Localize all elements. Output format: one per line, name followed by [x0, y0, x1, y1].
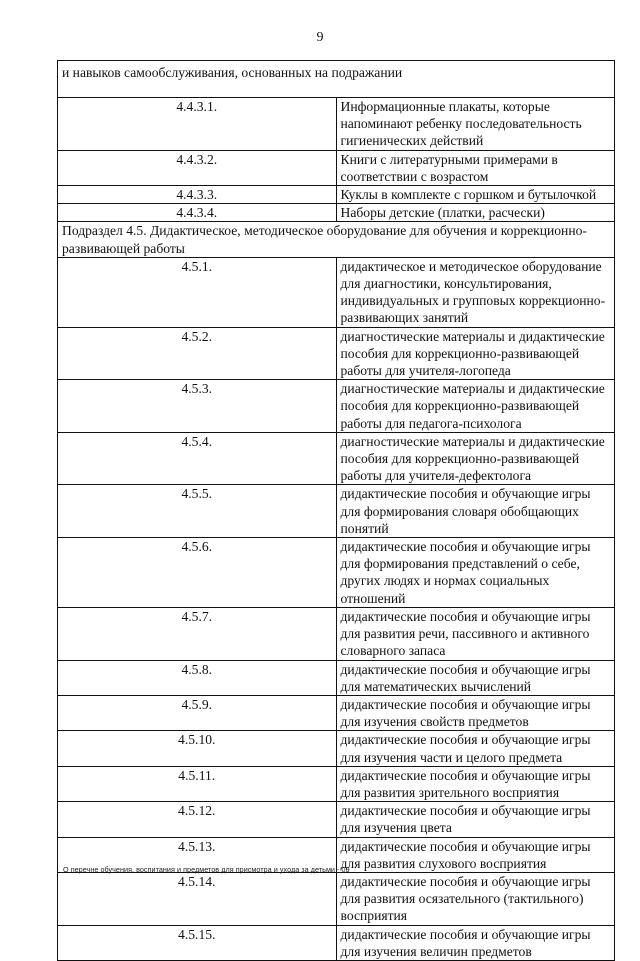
item-code: 4.4.3.2. [58, 150, 337, 185]
table-body [58, 61, 615, 961]
item-code: 4.5.4. [58, 432, 337, 485]
item-code: 4.5.9. [58, 695, 337, 730]
item-description: дидактические пособия и обучающие игры для формирования представлений о себе, других людях и нормах социальных отношений [336, 538, 615, 608]
table-row [58, 327, 615, 380]
item-description: диагностические материалы и дидактические пособия для коррекционно-развивающей работы для педагога-психолога [336, 380, 615, 433]
table-row [58, 204, 615, 222]
item-description: дидактическое и методическое оборудование для диагностики, консультирования, индивидуальных и групповых коррекционно-развивающих занятий [336, 257, 615, 327]
item-code: 4.5.6. [58, 538, 337, 608]
subsection-heading-row [58, 222, 615, 257]
table-row [58, 925, 615, 960]
continuation-cell: и навыков самообслуживания, основанных на подражании [58, 61, 615, 98]
table-row [58, 766, 615, 801]
item-description: дидактические пособия и обучающие игры для изучения цвета [336, 802, 615, 837]
table-row [58, 380, 615, 433]
item-code: 4.5.14. [58, 872, 337, 925]
page-number: 9 [316, 30, 324, 45]
table-row [58, 98, 615, 151]
table-row [58, 538, 615, 608]
table-row [58, 485, 615, 538]
item-description: Наборы детские (платки, расчески) [336, 204, 615, 222]
item-code: 4.5.1. [58, 257, 337, 327]
item-code: 4.5.15. [58, 925, 337, 960]
table-row [58, 186, 615, 204]
item-code: 4.5.5. [58, 485, 337, 538]
footer-note: О перечне обучения, воспитания и предметов для присмотра и ухода за детьми - 09 [63, 865, 350, 874]
table-row [58, 607, 615, 660]
item-code: 4.5.10. [58, 731, 337, 766]
item-description: дидактические пособия и обучающие игры для развития слухового восприятия [336, 837, 615, 872]
item-code: 4.5.7. [58, 607, 337, 660]
item-description: дидактические пособия и обучающие игры для развития зрительного восприятия [336, 766, 615, 801]
item-description: дидактические пособия и обучающие игры для развития речи, пассивного и активного словарного запаса [336, 607, 615, 660]
table-row [58, 432, 615, 485]
item-description: Книги с литературными примерами в соответствии с возрастом [336, 150, 615, 185]
item-code: 4.5.8. [58, 660, 337, 695]
item-description: Куклы в комплекте с горшком и бутылочкой [336, 186, 615, 204]
table-row [58, 150, 615, 185]
equipment-table [57, 60, 615, 961]
item-description: дидактические пособия и обучающие игры для развития осязательного (тактильного) восприятия [336, 872, 615, 925]
item-description: дидактические пособия и обучающие игры для математических вычислений [336, 660, 615, 695]
table-row [58, 802, 615, 837]
item-description: диагностические материалы и дидактические пособия для коррекционно-развивающей работы для учителя-дефектолога [336, 432, 615, 485]
item-code: 4.4.3.4. [58, 204, 337, 222]
item-description: дидактические пособия и обучающие игры для формирования словаря обобщающих понятий [336, 485, 615, 538]
item-description: дидактические пособия и обучающие игры для изучения части и целого предмета [336, 731, 615, 766]
item-description: дидактические пособия и обучающие игры для изучения величин предметов [336, 925, 615, 960]
item-code: 4.5.11. [58, 766, 337, 801]
item-description: дидактические пособия и обучающие игры для изучения свойств предметов [336, 695, 615, 730]
item-code: 4.5.13. [58, 837, 337, 872]
table-row [58, 660, 615, 695]
subsection-heading: Подраздел 4.5. Дидактическое, методическое оборудование для обучения и коррекционно-развивающей работы [58, 222, 615, 257]
item-code: 4.4.3.1. [58, 98, 337, 151]
table-row [58, 872, 615, 925]
item-code: 4.5.12. [58, 802, 337, 837]
table-row [58, 257, 615, 327]
item-code: 4.5.3. [58, 380, 337, 433]
item-description: диагностические материалы и дидактические пособия для коррекционно-развивающей работы для учителя-логопеда [336, 327, 615, 380]
item-code: 4.4.3.3. [58, 186, 337, 204]
item-code: 4.5.2. [58, 327, 337, 380]
table-row [58, 731, 615, 766]
continuation-row [58, 61, 615, 98]
item-description: Информационные плакаты, которые напоминают ребенку последовательность гигиенических действий [336, 98, 615, 151]
table-row [58, 695, 615, 730]
